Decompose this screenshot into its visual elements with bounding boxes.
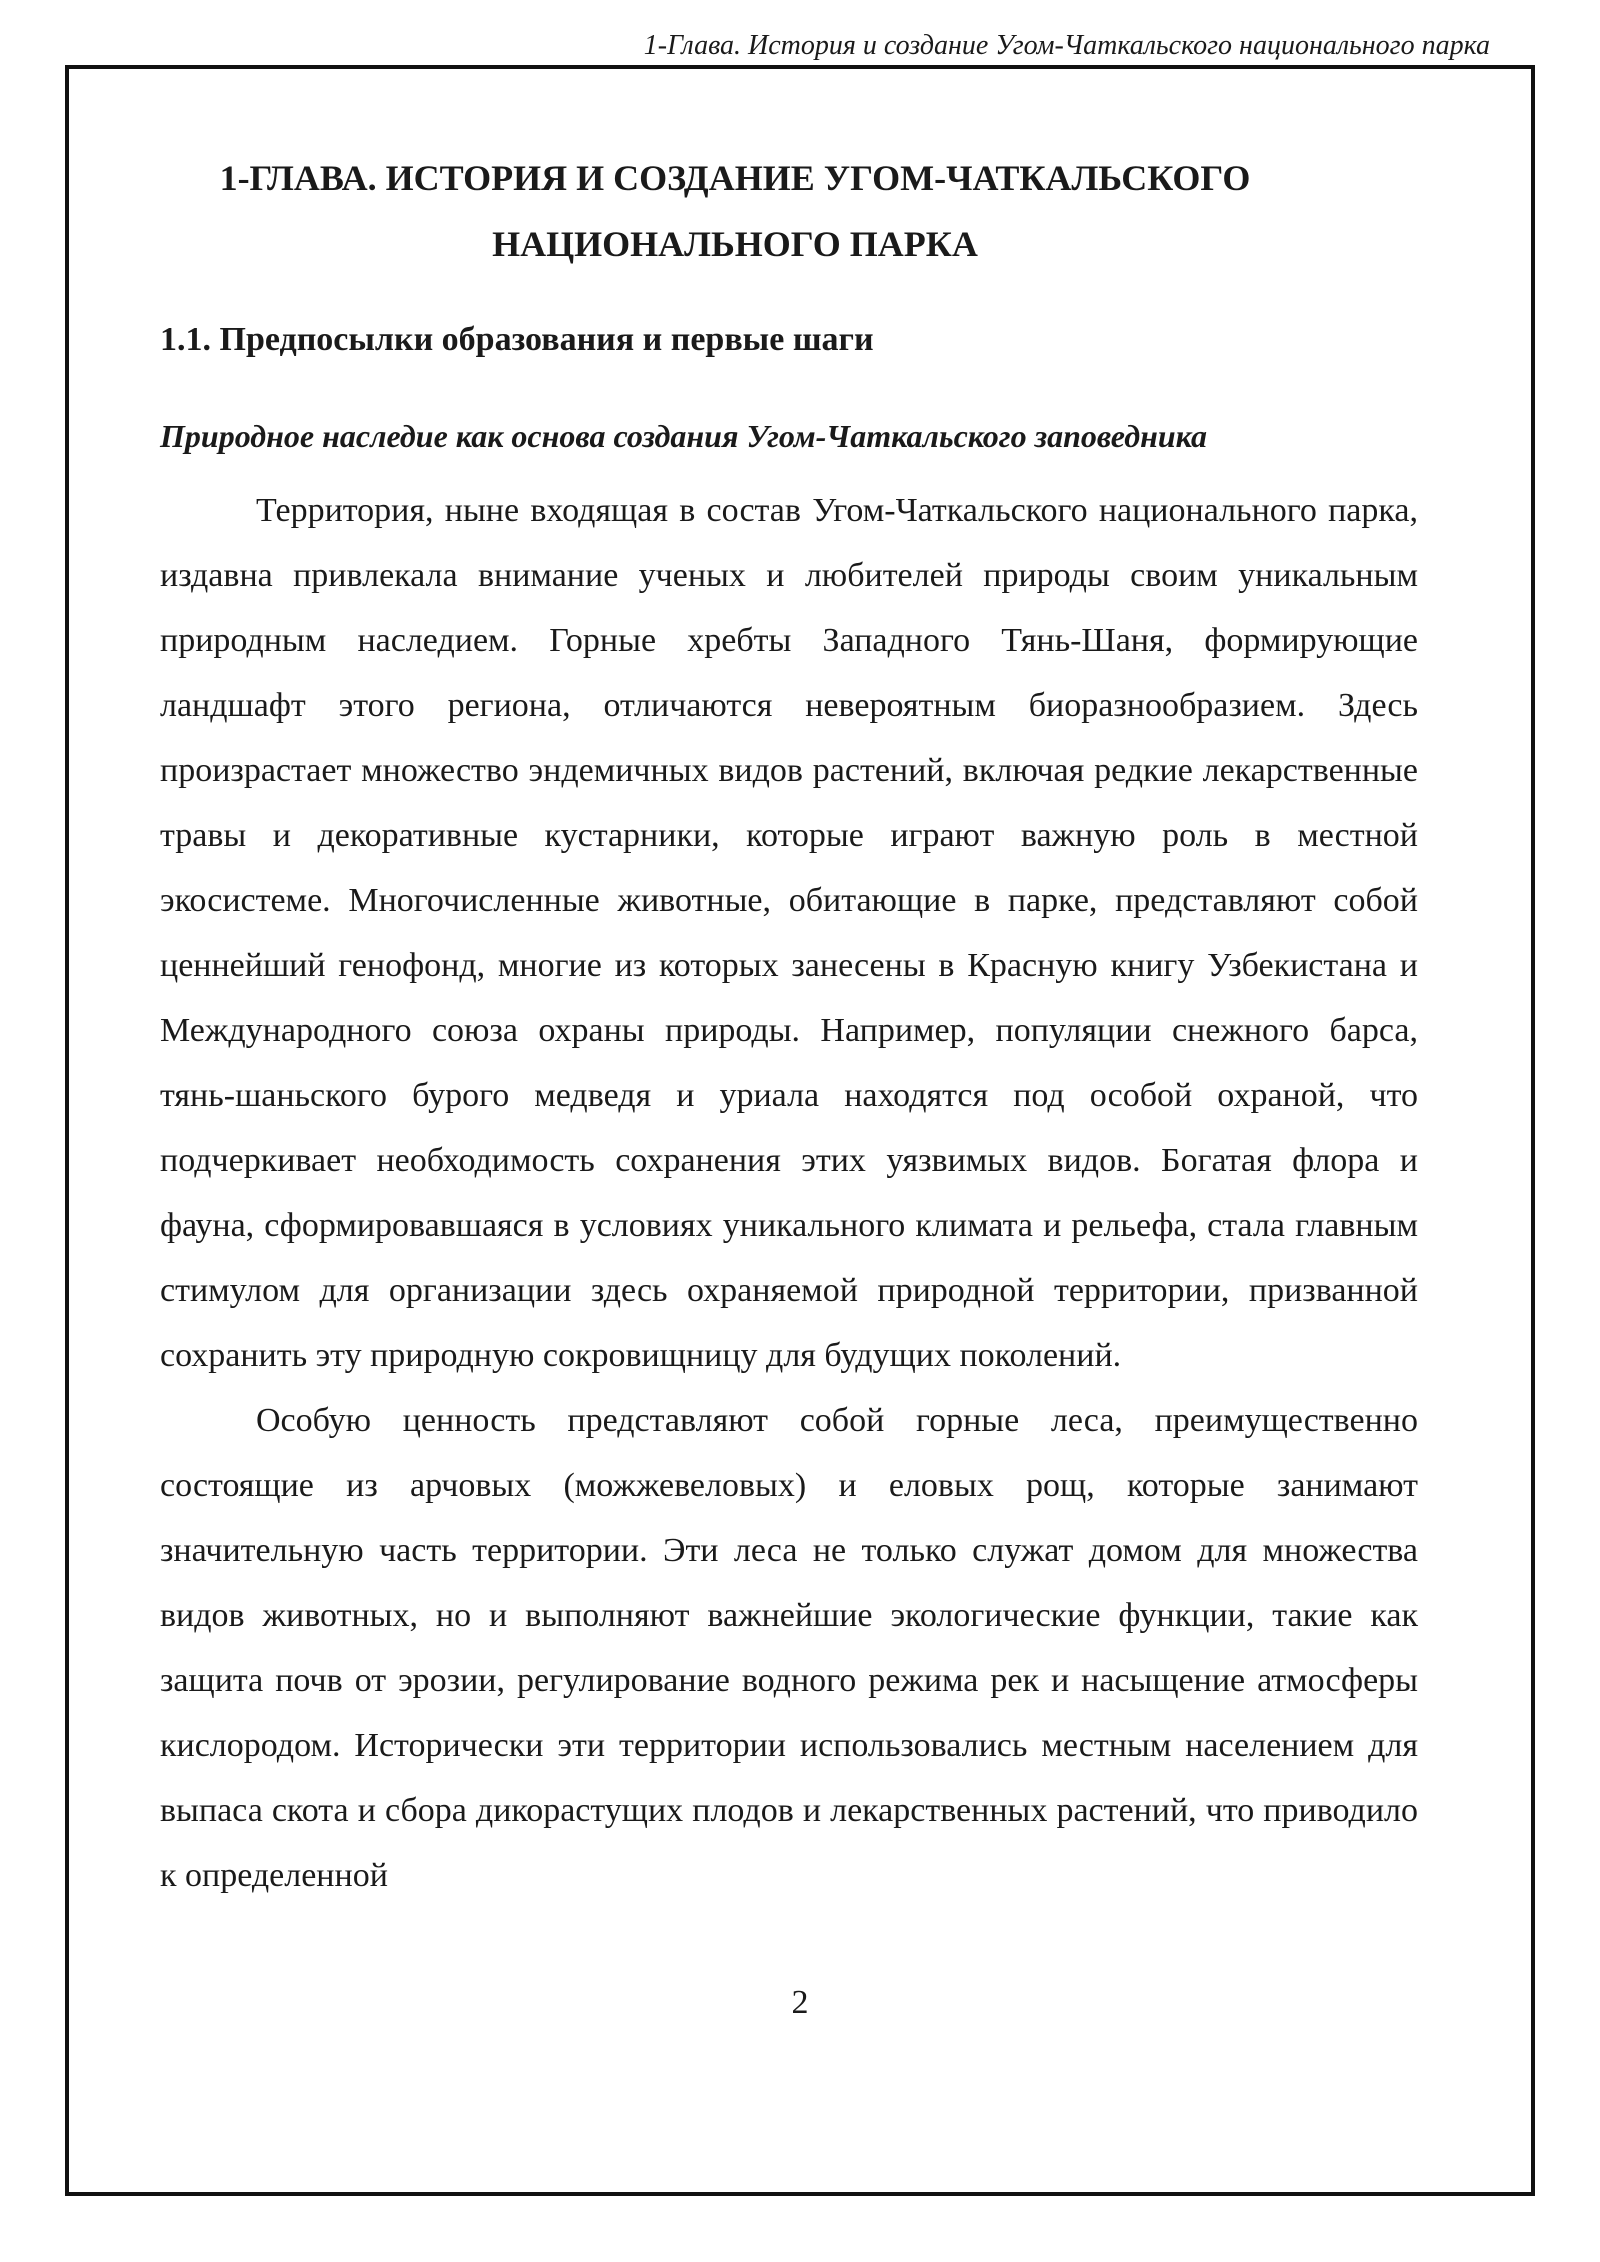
paragraph-2: Особую ценность представляют собой горные леса, преимущественно состоящие из арчовых (можжевеловых) и еловых рощ, которые занимают значительную часть территории. Эти леса не только служат домом для множества видов животных, но и выполняют важнейшие экологические функции, такие как защита почв от эрозии, регулирование водного режима рек и насыщение атмосферы кислородом. Исторически эти территории использовались местным населением для выпаса скота и сбора дикорастущих плодов и лекарственных растений, что приводило к определенной — [160, 1402, 1418, 1894]
section-title: 1.1. Предпосылки образования и первые шаги — [160, 321, 874, 358]
running-header: 1-Глава. История и создание Угом-Чаткальского национального парка — [643, 30, 1490, 61]
body-text — [160, 478, 1418, 1908]
chapter-title: 1-ГЛАВА. ИСТОРИЯ И СОЗДАНИЕ УГОМ-ЧАТКАЛЬСКОГО НАЦИОНАЛЬНОГО ПАРКА — [219, 158, 1251, 264]
page-number: 2 — [791, 1984, 809, 2021]
paragraph-1: Территория, ныне входящая в состав Угом-Чаткальского национального парка, издавна привлекала внимание ученых и любителей природы своим уникальным природным наследием. Горные хребты Западного Тянь-Шаня, формирующие ландшафт этого региона, отличаются невероятным биоразнообразием. Здесь произрастает множество эндемичных видов растений, включая редкие лекарственные травы и декоративные кустарники, которые играют важную роль в местной экосистеме. Многочисленные животные, обитающие в парке, представляют собой ценнейший генофонд, многие из которых занесены в Красную книгу Узбекистана и Международного союза охраны природы. Например, популяции снежного барса, тянь-шаньского бурого медведя и уриала находятся под особой охраной, что подчеркивает необходимость сохранения этих уязвимых видов. Богатая флора и фауна, сформировавшаяся в условиях уникального климата и рельефа, стала главным стимулом для организации здесь охраняемой природной территории, призванной сохранить эту природную сокровищницу для будущих поколений. — [160, 492, 1418, 1374]
subsection-title: Природное наследие как основа создания Угом-Чаткальского заповедника — [160, 418, 1208, 454]
